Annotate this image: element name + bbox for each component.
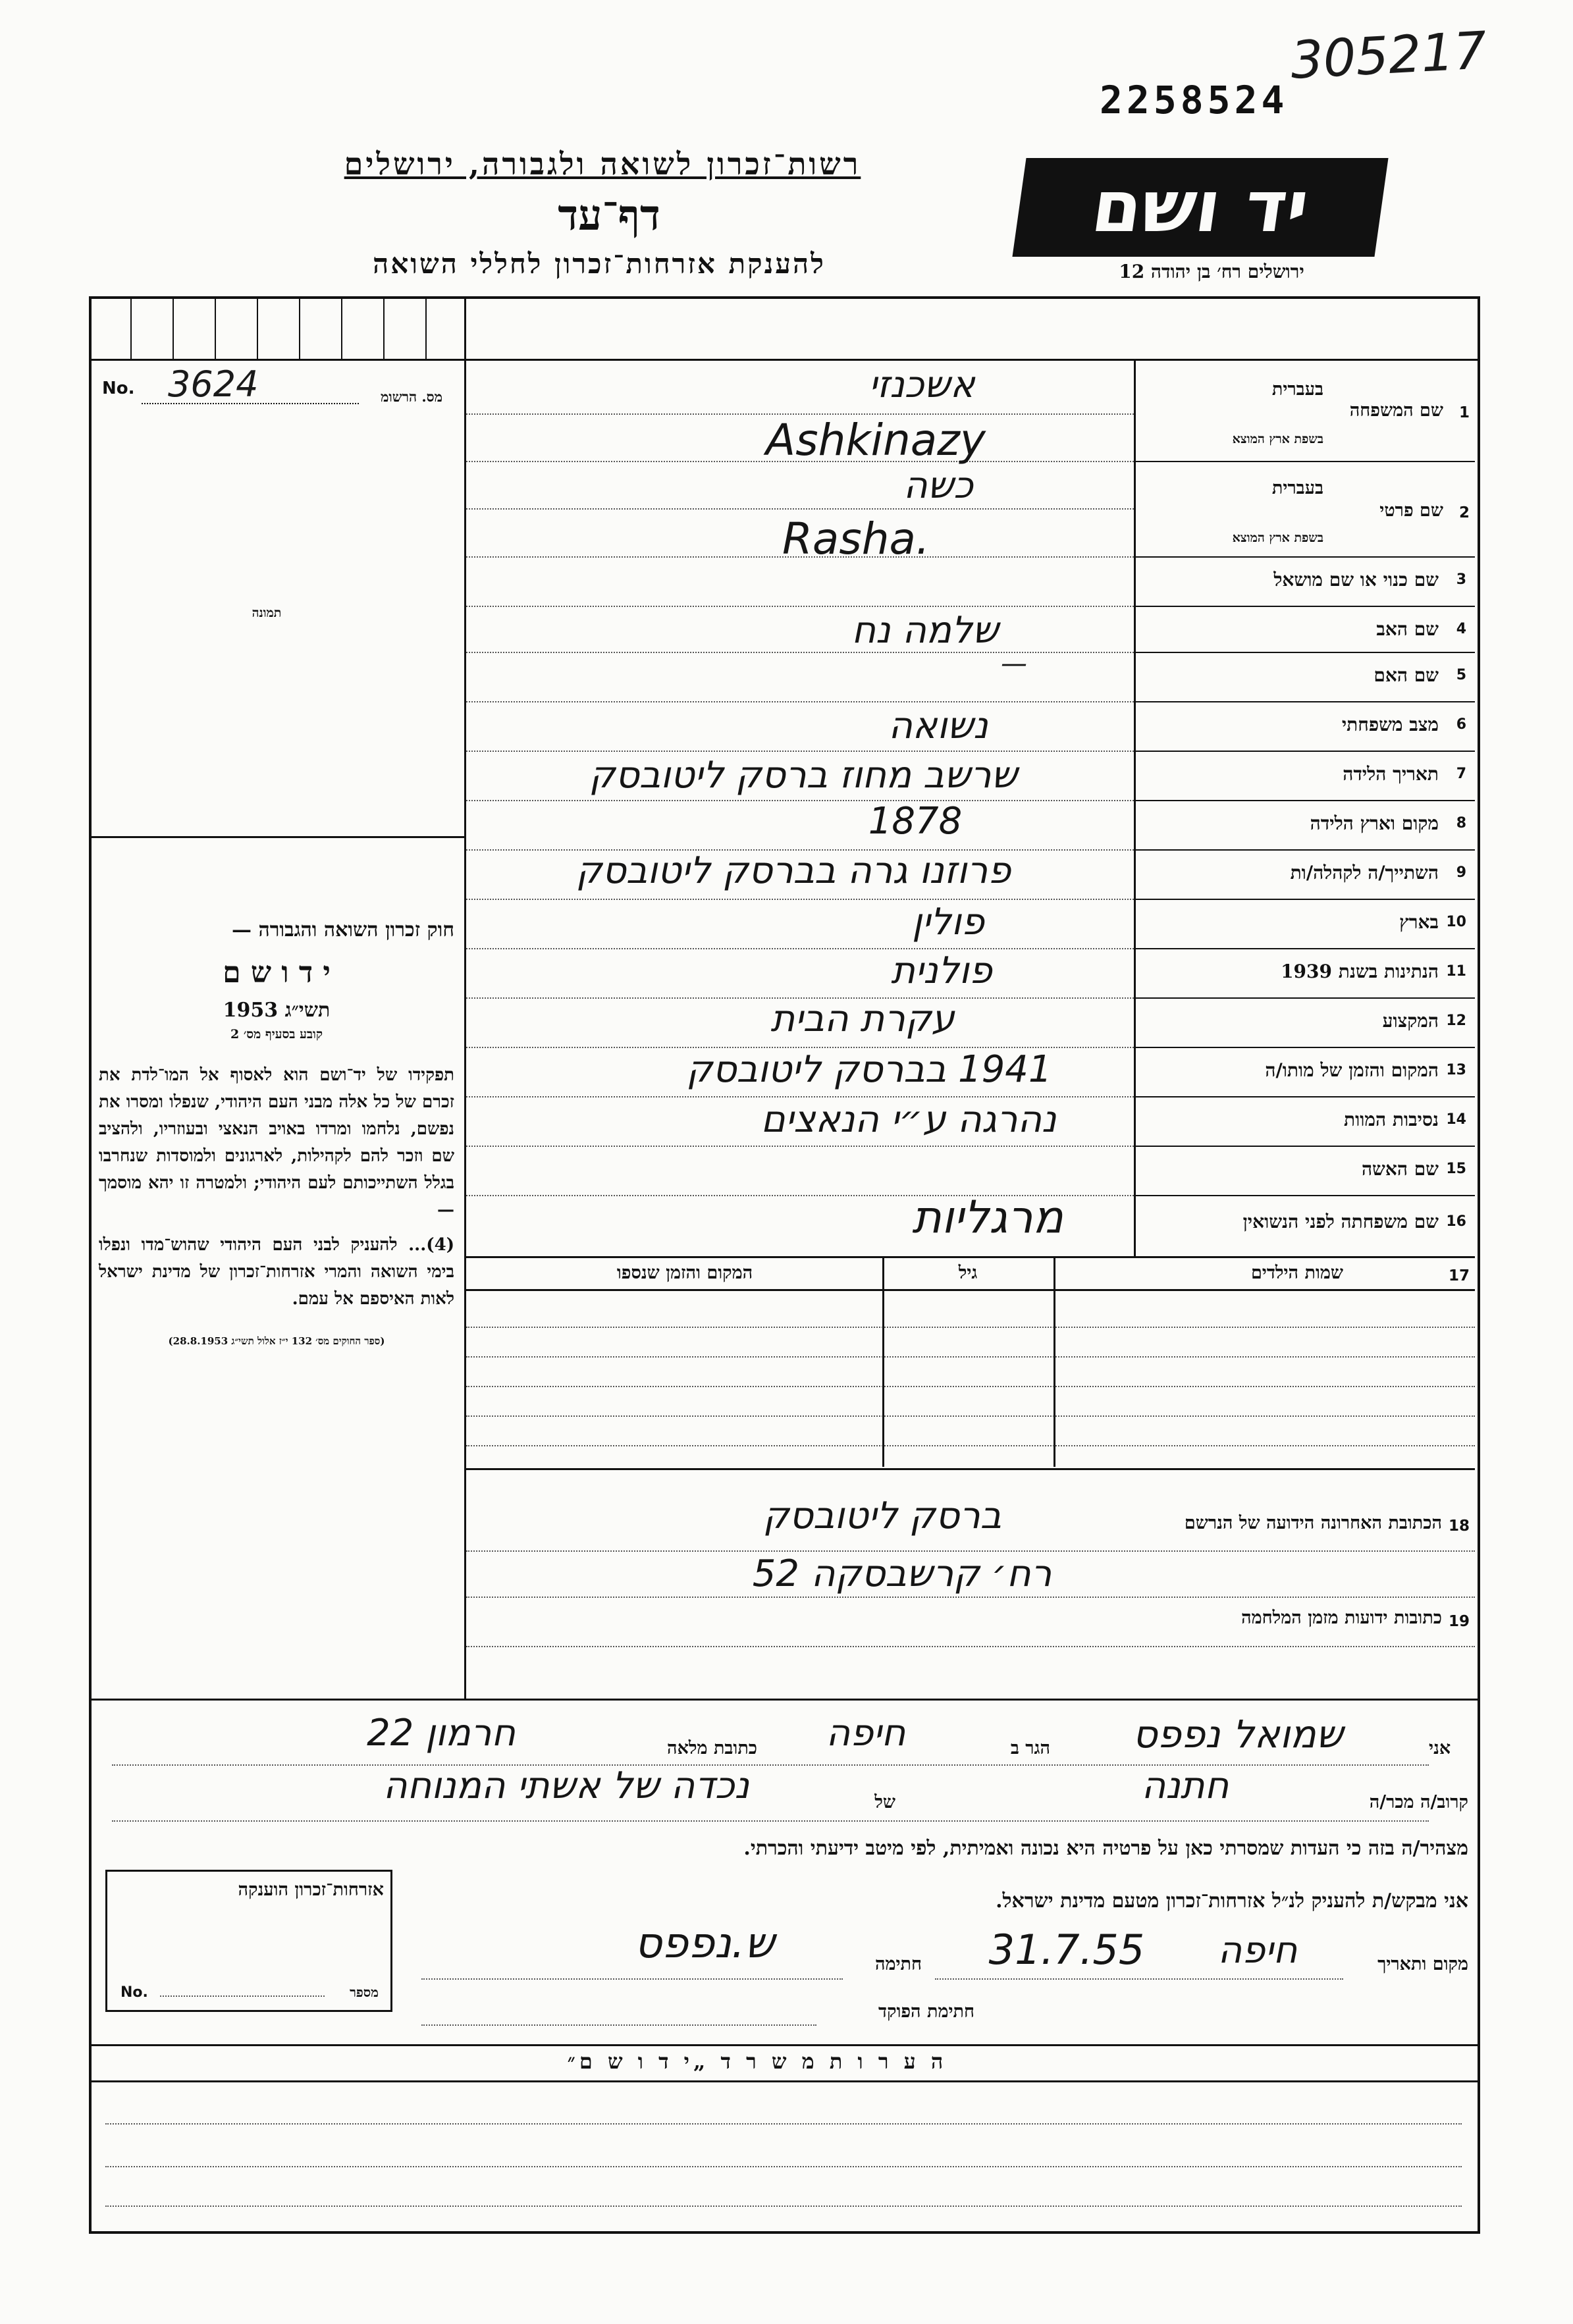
place-value: חיפה bbox=[1217, 1929, 1298, 1972]
declarant-of-value: נכדה של אשתי המנוחה bbox=[383, 1764, 749, 1807]
field-18-value-2: רח׳ קרשבסקה 52 bbox=[752, 1552, 1052, 1595]
field-2-label: שם פרטי bbox=[1379, 500, 1443, 521]
law-year: תשי״ג 1953 bbox=[223, 999, 331, 1022]
field-12-label: המקצוע bbox=[1382, 1010, 1439, 1032]
field-9-label: השתייך/ה לקהלה/ות bbox=[1290, 862, 1439, 884]
registration-no-label: No. bbox=[102, 379, 135, 398]
date-value: 31.7.55 bbox=[988, 1926, 1145, 1974]
law-text-1: תפקידו של יד־ושם הוא לאסוף אל המו־לדת את זכרם של כל אלה מבני העם היהודי, שנפלו ומסרו את נפשם, נלחמו ומרדו באויב הנאצי ובעוזריו, ולהציב שם וזכר להם לקהילות, לארגונים ולמוסדות שנחרבו בגלל השתייכותם לעם היהודי; ולמטרה זו יהא מוסמך — bbox=[99, 1065, 454, 1220]
field-13-label: המקום והזמן של מותו/ה bbox=[1265, 1059, 1439, 1081]
field-3-num: 3 bbox=[1456, 571, 1466, 588]
place-date-label: מקום ותאריך bbox=[1377, 1954, 1468, 1974]
law-title: חוק זכרון השואה והגבורה — bbox=[232, 918, 454, 941]
field-13 bbox=[1136, 1050, 1472, 1090]
field-11-label: הנתינות בשנת 1939 bbox=[1281, 961, 1439, 982]
field-12 bbox=[1136, 1001, 1472, 1040]
field-7 bbox=[1136, 754, 1472, 793]
field-12-value: עקרת הבית bbox=[770, 997, 955, 1040]
field-12-num: 12 bbox=[1446, 1013, 1466, 1029]
field-11 bbox=[1136, 951, 1472, 991]
field-18-label: הכתובת האחרונה הידועה של הנרשם bbox=[1184, 1513, 1442, 1533]
field-1-value-local: Ashkinazy bbox=[766, 415, 986, 465]
field-2-num: 2 bbox=[1458, 504, 1470, 521]
field-2-sub-heb: בעברית bbox=[1271, 478, 1323, 498]
field-11-value: פולנית bbox=[891, 949, 992, 992]
logo-address: ירושלים רח׳ בן יהודה 12 bbox=[1119, 261, 1304, 282]
stamp-number: 2258524 bbox=[1100, 78, 1289, 122]
field-8-num: 8 bbox=[1456, 815, 1466, 832]
photo-placeholder: תמונה bbox=[252, 606, 282, 620]
field-1 bbox=[1136, 361, 1475, 460]
signature-value: ש.נפפס bbox=[634, 1919, 775, 1968]
field-6-num: 6 bbox=[1456, 716, 1466, 733]
field-1-sub-local: בשפת ארץ המוצא bbox=[1232, 432, 1323, 446]
citizenship-title: אזרחות־זכרון הוענקה bbox=[238, 1880, 384, 1900]
field-16 bbox=[1136, 1202, 1472, 1241]
field-5-label: שם האם bbox=[1373, 664, 1439, 686]
declarant-ani-value: שמואל נפפס bbox=[1133, 1712, 1343, 1756]
field-10-label: בארץ bbox=[1399, 911, 1439, 933]
children-header-place: המקום והזמן שנספו bbox=[616, 1263, 753, 1283]
field-4-label: שם האב bbox=[1376, 618, 1439, 640]
field-5 bbox=[1136, 655, 1472, 695]
field-16-label: שם משפחתה לפני הנשואין bbox=[1242, 1211, 1439, 1232]
logo-text: יד ושם bbox=[1086, 166, 1314, 248]
field-4-num: 4 bbox=[1456, 621, 1466, 637]
field-1-value-heb: אשכנזי bbox=[868, 363, 975, 406]
declarant-lives-value: חיפה bbox=[826, 1712, 906, 1755]
field-17-num: 17 bbox=[1449, 1267, 1470, 1284]
registration-value: 3624 bbox=[168, 363, 259, 405]
signature-label: חתימה bbox=[874, 1954, 922, 1974]
field-10-num: 10 bbox=[1446, 914, 1466, 930]
field-15 bbox=[1136, 1149, 1472, 1188]
field-14-num: 14 bbox=[1446, 1111, 1466, 1128]
field-1-sub-heb: בעברית bbox=[1271, 379, 1323, 400]
org-line: רשות־זכרון לשואה ולגבורה, ירושלים bbox=[344, 146, 861, 182]
form-title: דף־עד bbox=[558, 191, 660, 240]
field-3-label: שם כנוי או שם מושאל bbox=[1273, 569, 1439, 591]
citizenship-box bbox=[105, 1870, 392, 2012]
field-19-label: כתובות ידועות מזמן המלחמה bbox=[1241, 1608, 1442, 1628]
children-header-names: שמות הילדים bbox=[1250, 1263, 1343, 1283]
field-18-num: 18 bbox=[1449, 1518, 1470, 1535]
field-13-value: 1941 בברסק ליטובסק bbox=[686, 1048, 1052, 1091]
field-5-num: 5 bbox=[1456, 667, 1466, 683]
file-number: 305217 bbox=[1289, 21, 1488, 91]
declarant-relative-value: חתנה bbox=[1141, 1764, 1229, 1807]
remarks-title: ה ע ר ו ת מ ש ר ד „י ד ו ש ם״ bbox=[567, 2049, 947, 2074]
field-15-label: שם האשה bbox=[1361, 1158, 1439, 1180]
field-14 bbox=[1136, 1099, 1472, 1139]
field-16-value: מרגליות bbox=[912, 1192, 1063, 1244]
declaration-text: מצהיר/ה בזה כי העדות שמסרתי כאן על פרטיה היא נכונה ואמיתית, לפי מיטב ידיעתי והכרתי. bbox=[743, 1837, 1468, 1860]
field-11-num: 11 bbox=[1446, 963, 1466, 980]
field-7-value: שרשב מחוז ברסק ליטובסק bbox=[589, 754, 1018, 797]
field-6-value: נשואה bbox=[888, 704, 988, 747]
field-10-value: פולין bbox=[912, 901, 984, 943]
field-19-num: 19 bbox=[1449, 1613, 1470, 1630]
field-9 bbox=[1136, 853, 1472, 892]
citizenship-number-label: מספר bbox=[350, 1984, 379, 2000]
field-5-value: — bbox=[1001, 648, 1027, 679]
field-2-sub-local: בשפת ארץ המוצא bbox=[1232, 531, 1323, 545]
registration-label: מס. הרשומ bbox=[380, 388, 443, 405]
field-4-value: שלמה נח bbox=[851, 609, 999, 652]
declarant-ani-label: אני bbox=[1429, 1738, 1451, 1758]
official-signature-label: חתימת הפוקד bbox=[878, 2001, 974, 2022]
field-8-value: 1878 bbox=[868, 800, 963, 843]
declarant-lives-label: הגר ב bbox=[1010, 1738, 1050, 1758]
request-text: אני מבקש/ת להעניק לנ״ל אזרחות־זכרון מטעם מדינת ישראל. bbox=[996, 1889, 1468, 1913]
law-source: (ספר החוקים מס׳ 132 י״ז אלול תשי״ג 28.8.1953) bbox=[168, 1335, 385, 1347]
declarant-relative-label: קרוב/ה מכר/ה bbox=[1369, 1792, 1468, 1812]
law-text-2: (4)... להעניק לבני העם היהודי שהוש־מדו ונפלו בימי השואה והמרי אזרחות־זכרון של מדינת ישראל לאות האיספם אל עמם. bbox=[99, 1235, 454, 1309]
field-2-value-local: Rasha. bbox=[782, 514, 930, 564]
law-box bbox=[99, 918, 454, 1348]
law-section: קובע בסעיף מס׳ 2 bbox=[230, 1027, 323, 1042]
field-1-num: 1 bbox=[1458, 404, 1470, 421]
field-14-label: נסיבות המוות bbox=[1344, 1109, 1439, 1130]
field-18-value-1: ברסק ליטובסק bbox=[762, 1494, 1002, 1537]
field-3 bbox=[1136, 560, 1472, 599]
field-8 bbox=[1136, 803, 1472, 843]
declarant-address-label: כתובת מלאה bbox=[667, 1738, 757, 1758]
field-15-num: 15 bbox=[1446, 1161, 1466, 1177]
field-7-label: תאריך הלידה bbox=[1343, 763, 1439, 785]
field-9-value: פרוזנו גרה בברסק ליטובסק bbox=[575, 849, 1011, 892]
field-10 bbox=[1136, 902, 1472, 941]
field-16-num: 16 bbox=[1446, 1213, 1466, 1230]
field-13-num: 13 bbox=[1446, 1062, 1466, 1078]
yad-vashem-logo bbox=[1012, 158, 1388, 257]
children-header-age: גיל bbox=[958, 1263, 978, 1283]
declarant-address-value: חרמון 22 bbox=[367, 1712, 516, 1755]
field-2 bbox=[1136, 462, 1475, 556]
field-6 bbox=[1136, 704, 1472, 744]
field-1-label: שם המשפחה bbox=[1349, 400, 1443, 421]
field-14-value: נהרגה ע״י הנאצים bbox=[760, 1098, 1057, 1141]
field-4 bbox=[1136, 609, 1472, 648]
field-6-label: מצב משפחתי bbox=[1341, 714, 1439, 735]
field-7-num: 7 bbox=[1456, 766, 1466, 782]
law-name: י ד ו ש ם bbox=[223, 956, 331, 990]
field-9-num: 9 bbox=[1456, 864, 1466, 881]
declarant-of-label: של bbox=[874, 1792, 895, 1812]
form-subtitle: להענקת אזרחות־זכרון לחללי השואה bbox=[373, 248, 826, 280]
field-8-label: מקום וארץ הלידה bbox=[1310, 812, 1439, 834]
field-2-value-heb: כשה bbox=[903, 464, 973, 507]
citizenship-no-label: No. bbox=[120, 1984, 148, 2001]
registration-no bbox=[102, 379, 135, 398]
